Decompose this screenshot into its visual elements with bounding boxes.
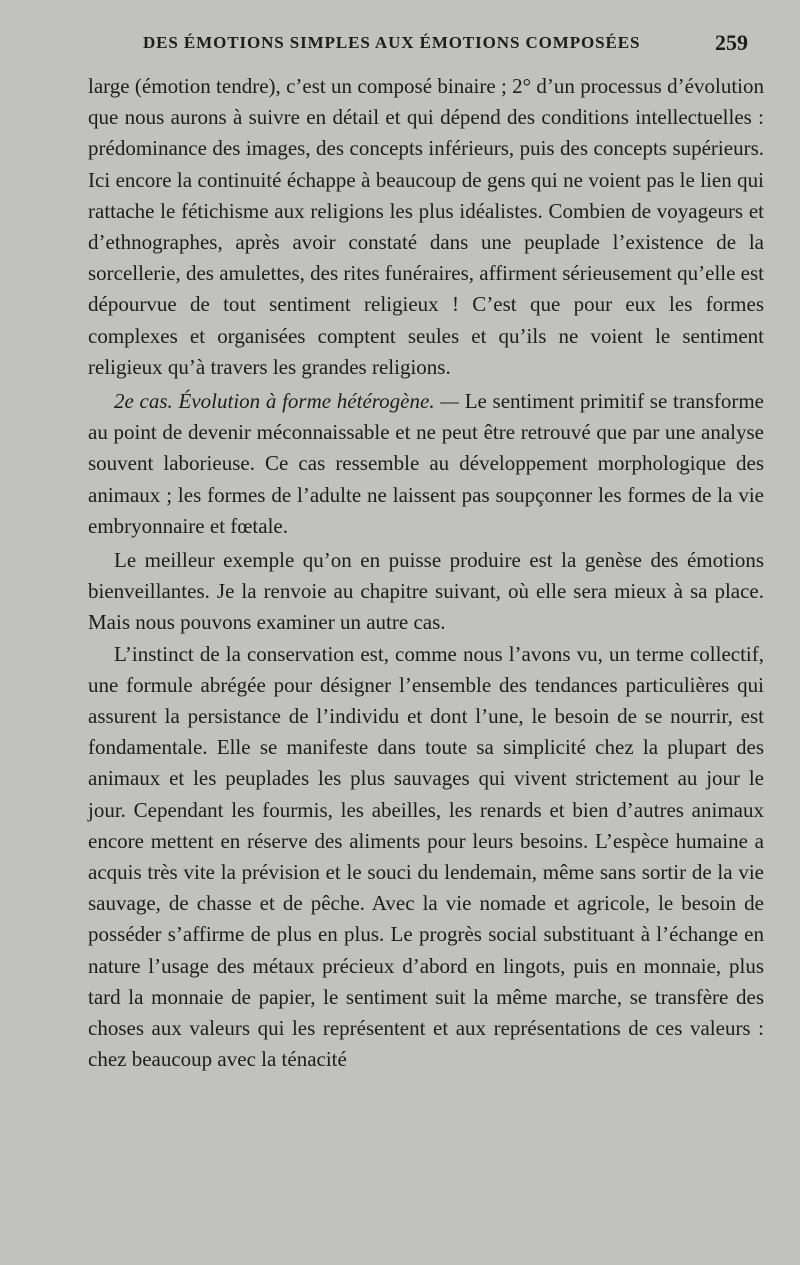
body-text [88, 71, 764, 1076]
paragraph: L’instinct de la conservation est, comme nous l’avons vu, un terme collectif, une formule abrégée pour désigner l’ensemble des tendances particulières qui assurent la persistance de l’individu et dont l’une, le besoin de se nourrir, est fondamentale. Elle se manifeste dans toute sa simplicité chez la plupart des animaux et les peuplades les plus sauvages qui vivent strictement au jour le jour. Cependant les fourmis, les abeilles, les renards et bien d’autres animaux encore mettent en réserve des aliments pour leurs besoins. L’espèce humaine a acquis très vite la prévision et le souci du lendemain, même sans sortir de la vie sauvage, de chasse et de pêche. Avec la vie nomade et agricole, le besoin de posséder s’affirme de plus en plus. Le progrès social substituant à l’échange en nature l’usage des métaux précieux d’abord en lingots, puis en monnaie, plus tard la monnaie de papier, le sentiment suit la même marche, se transfère des choses aux valeurs qui les représentent et aux représentations de ces valeurs : chez beaucoup avec la ténacité [88, 641, 764, 1072]
running-title: DES ÉMOTIONS SIMPLES AUX ÉMOTIONS COMPOSÉES [143, 33, 641, 52]
paragraph: Le meilleur exemple qu’on en puisse produire est la genèse des émotions bienveillantes. Je la renvoie au chapitre suivant, où elle sera mieux à sa place. Mais nous pouvons examiner un autre cas. [88, 548, 764, 635]
page-header [0, 30, 800, 60]
paragraph [88, 386, 764, 542]
page-number: 259 [715, 30, 748, 55]
paragraph: large (émotion tendre), c’est un composé binaire ; 2° d’un processus d’évolution que nous aurons à suivre en détail et qui dépend des conditions intellectuelles : prédominance des images, des concepts inférieurs, puis des concepts supérieurs. Ici encore la continuité échappe à beaucoup de gens qui ne voient pas le lien qui rattache le fétichisme aux religions les plus idéalistes. Combien de voyageurs et d’ethnographes, après avoir constaté dans une peuplade l’existence de la sorcellerie, des amulettes, des rites funéraires, affirment sérieusement qu’elle est dépourvue de tout sentiment religieux ! C’est que pour eux les formes complexes et organisées comptent seules et qu’ils ne voient le sentiment religieux qu’à travers les grandes religions. [88, 74, 765, 379]
paragraph-text: Le sentiment primitif se transforme au point de devenir méconnaissable et ne peut être retrouvé que par une analyse souvent laborieuse. Ce cas ressemble au développement morphologique des animaux ; les formes de l’adulte ne laissent pas soupçonner les formes de la vie embryonnaire et fœtale. [88, 389, 764, 538]
section-heading: 2e cas. Évolution à forme hétérogène. — [114, 389, 459, 414]
